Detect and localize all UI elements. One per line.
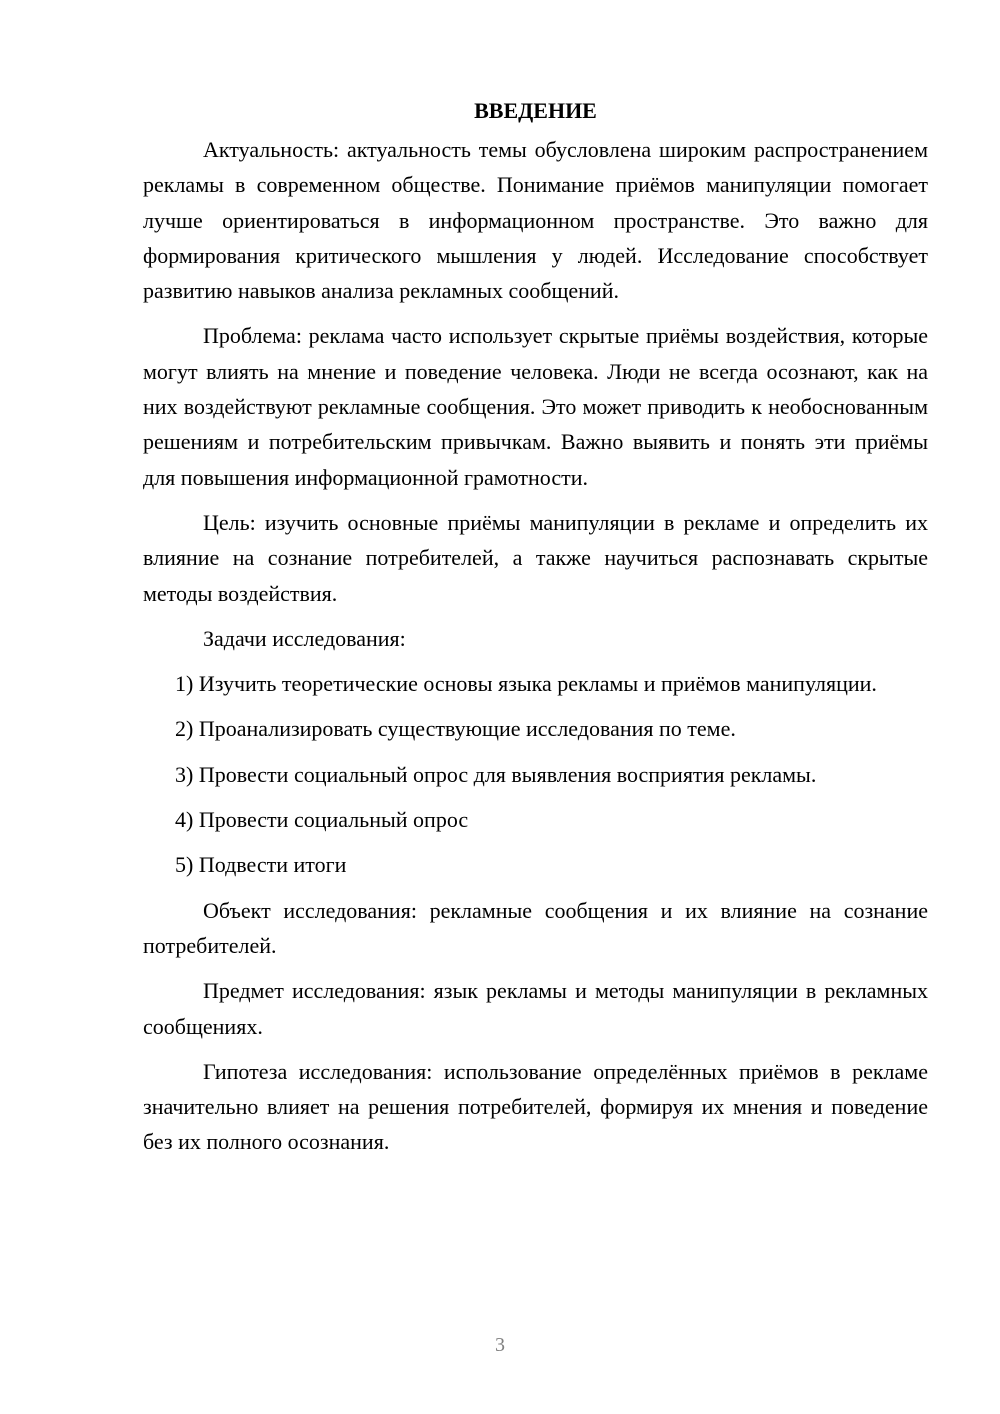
tasks-heading: Задачи исследования:: [203, 625, 406, 651]
task-item-1: 1) Изучить теоретические основы языка рекламы и приёмов манипуляции.: [175, 671, 877, 697]
task-item-5: 5) Подвести итоги: [175, 852, 347, 878]
paragraph-problem: Проблема: реклама часто использует скрытые приёмы воздействия, которые могут влиять на мнение и поведение человека. Люди не всегда осознают, как на них воздействуют рекламные сообщения. Это может приводить к необоснованным решениям и потребительским привычкам. Важно выявить и понять эти приёмы для повышения информационной грамотности.: [143, 323, 928, 490]
paragraph-goal: Цель: изучить основные приёмы манипуляции в рекламе и определить их влияние на сознание потребителей, а также научиться распознавать скрытые методы воздействия.: [143, 509, 928, 606]
paragraph-relevance: Актуальность: актуальность темы обусловлена широким распространением рекламы в современном обществе. Понимание приёмов манипуляции помогает лучше ориентироваться в информационном пространстве. Это важно для формирования критического мышления у людей. Исследование способствует развитию навыков анализа рекламных сообщений.: [143, 137, 928, 304]
task-item-3: 3) Провести социальный опрос для выявления восприятия рекламы.: [175, 761, 817, 787]
paragraph-object: Объект исследования: рекламные сообщения и их влияние на сознание потребителей.: [143, 897, 928, 958]
page-content: [143, 95, 928, 1170]
page-number: 3: [495, 1334, 505, 1356]
task-item-2: 2) Проанализировать существующие исследования по теме.: [175, 716, 736, 742]
section-title: ВВЕДЕНИЕ: [474, 98, 597, 123]
paragraph-subject: Предмет исследования: язык рекламы и методы манипуляции в рекламных сообщениях.: [143, 978, 928, 1039]
paragraph-hypothesis: Гипотеза исследования: использование определённых приёмов в рекламе значительно влияет на решения потребителей, формируя их мнения и поведение без их полного осознания.: [143, 1058, 928, 1155]
task-item-4: 4) Провести социальный опрос: [175, 807, 469, 833]
